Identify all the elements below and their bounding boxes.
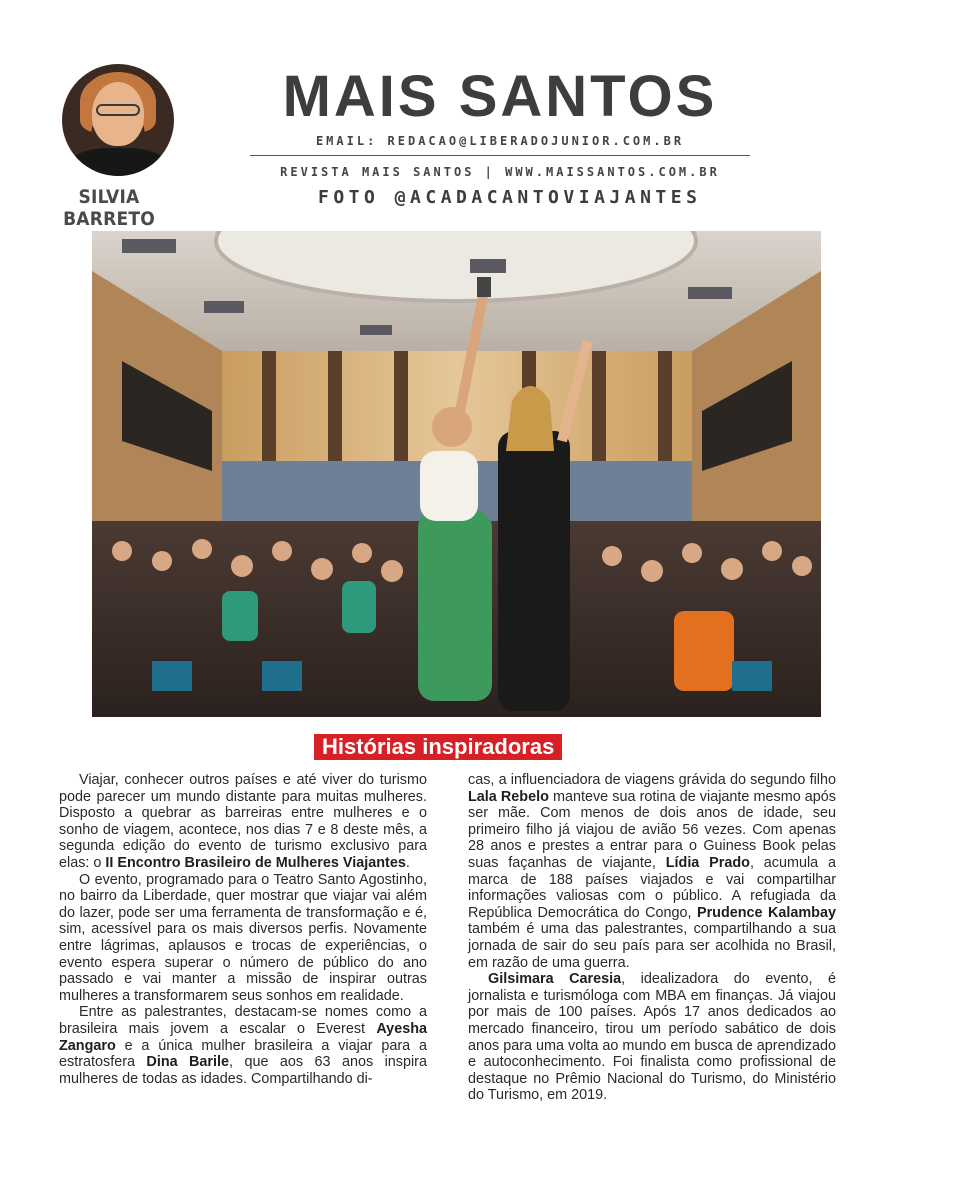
section-title: Histórias inspiradoras <box>314 734 562 760</box>
author-name: SILVIA BARRETO <box>63 186 155 230</box>
masthead <box>250 64 750 208</box>
magazine-title: MAIS SANTOS <box>282 64 718 129</box>
masthead-divider <box>250 155 750 156</box>
event-photo <box>92 231 821 717</box>
paragraph: cas, a influenciadora de viagens grávida do segundo filho Lala Rebelo manteve sua rotina de viajante mesmo após ser mãe. Com menos de dois anos de idade, seu primeiro filho já viajou de avião 56 vezes. Com apenas 28 anos e prestes a entrar para o Guiness Book pelas suas façanhas de viajante, Lídia Prado, acumula a marca de 188 países viajados e vai compartilhar informações valiosas com o público. A refugiada da República Democrática do Congo, Prudence Kalambay também é uma das palestrantes, compartilhando a sua jornada de sair do seu país para ser acolhida no Brasil, em razão de uma guerra. <box>468 772 837 971</box>
paragraph: Gilsimara Caresia, idealizadora do evento, é jornalista e turismóloga com MBA em finanças. Já viajou por mais de 100 países. Após 17 anos dedicados ao mercado financeiro, tirou um período sabático de dois anos para uma volta ao mundo em busca de aprendizado e autoconhecimento. Foi finalista como profissional de destaque no Prêmio Nacional do Turismo, do Ministério do Turismo, em 2019. <box>468 971 837 1104</box>
author-photo <box>62 64 174 176</box>
magazine-site: REVISTA MAIS SANTOS | WWW.MAISSANTOS.COM.BR <box>280 165 720 179</box>
photo-credit: FOTO @ACADACANTOVIAJANTES <box>318 187 702 208</box>
paragraph: Viajar, conhecer outros países e até viver do turismo pode parecer um mundo distante para muitas mulheres. Disposto a quebrar as barreiras entre mulheres e o sonho de viagem, acontece, nos dias 7 e 8 deste mês, a segunda edição do evento de turismo exclusivo para elas: o II Encontro Brasileiro de Mulheres Viajantes. <box>59 772 427 871</box>
paragraph: Entre as palestrantes, destacam-se nomes como a brasileira mais jovem a escalar o Everest Ayesha Zangaro e a única mulher brasileira a viajar para a estratosfera Dina Barile, que aos 63 anos inspira mulheres de todas as idades. Compartilhando di- <box>59 1004 427 1087</box>
article-column-right <box>468 772 836 1104</box>
paragraph: O evento, programado para o Teatro Santo Agostinho, no bairro da Liberdade, quer mostrar que viajar vai além do lazer, pode ser uma ferramenta de transformação e é, sim, acessível para os mais diversos perfis. Novamente entre lágrimas, aplausos e trocas de experiências, o evento espera superar o número de público do ano passado e vai manter a missão de inspirar outras mulheres a transformarem seus sonhos em realidade. <box>59 871 427 1004</box>
article-column-left <box>59 772 427 1087</box>
contact-email: EMAIL: REDACAO@LIBERADOJUNIOR.COM.BR <box>315 134 685 148</box>
